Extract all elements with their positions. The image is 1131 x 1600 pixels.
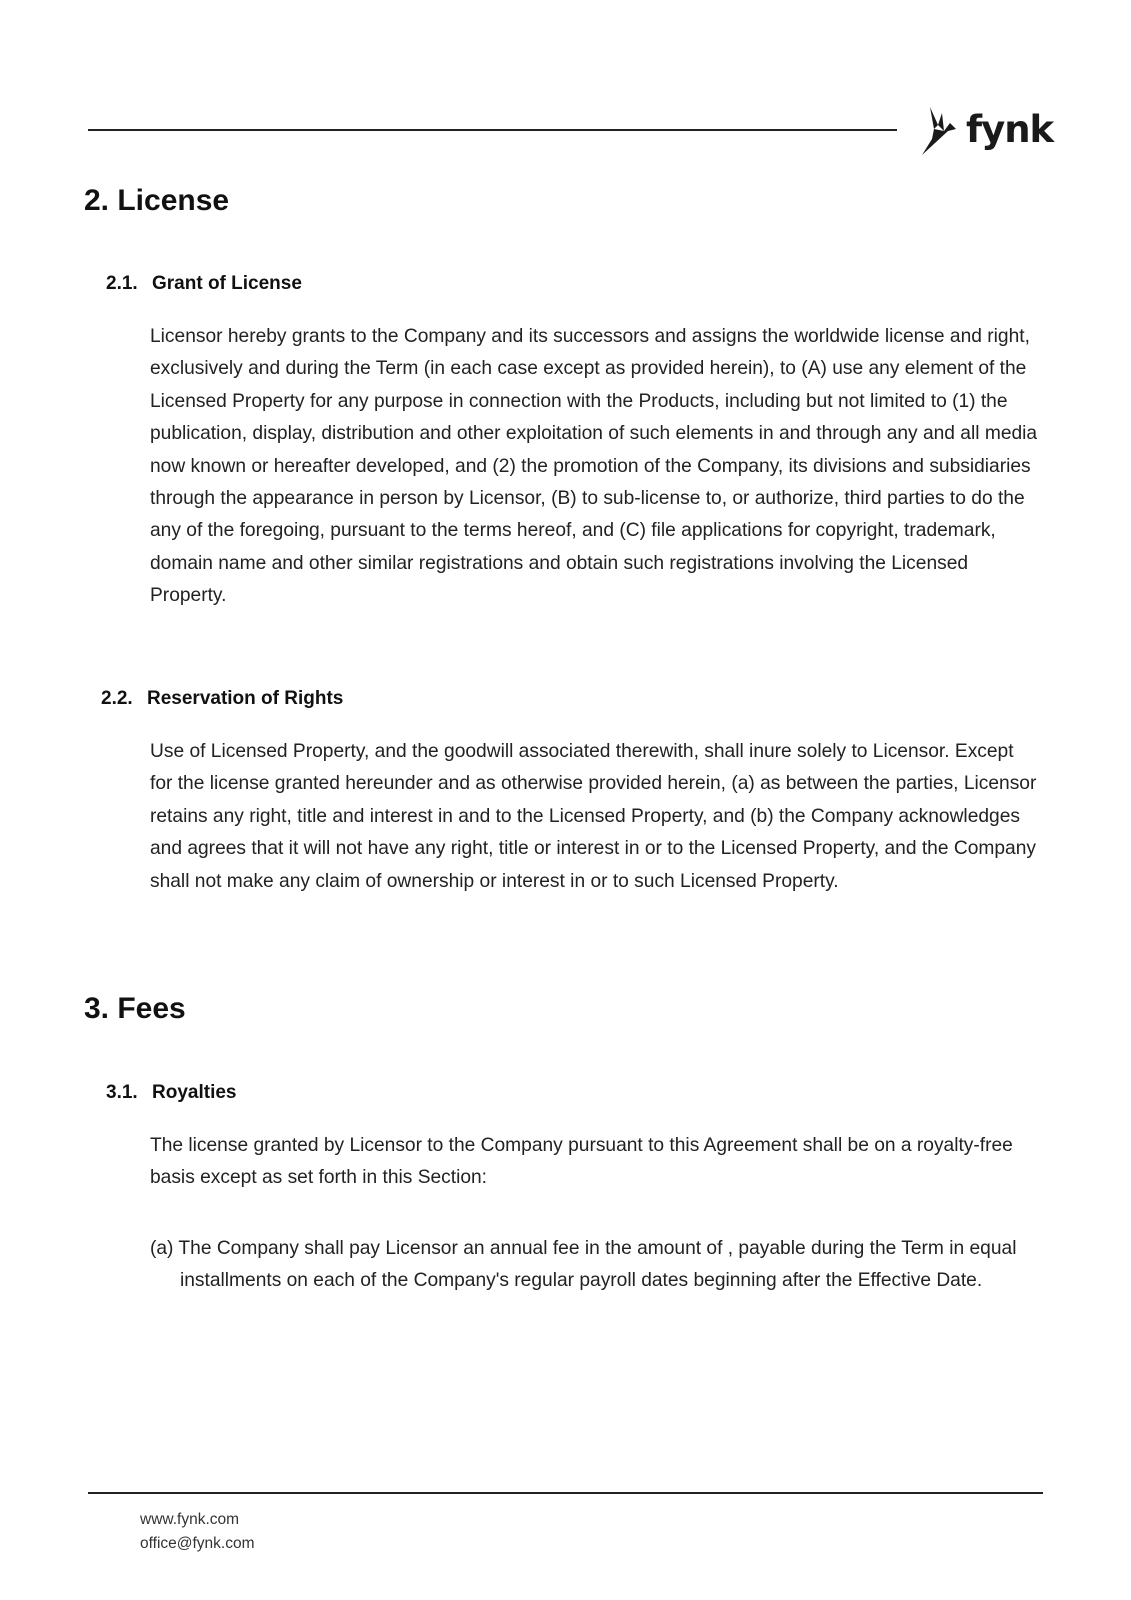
fynk-bird-icon [920, 105, 960, 157]
subsection-number: 2.1. [106, 273, 138, 294]
subsection-heading-grant-of-license [106, 274, 302, 293]
subsection-heading-royalties [106, 1083, 236, 1102]
footer-website: www.fynk.com [140, 1511, 240, 1528]
subsection-title: Reservation of Rights [147, 688, 344, 709]
footer-email: office@fynk.com [140, 1535, 255, 1552]
royalties-paragraph: The license granted by Licensor to the Company pursuant to this Agreement shall be on a royalty-free basis except as set forth in this Section: [150, 1135, 1013, 1189]
section-title-license: 2. License [84, 184, 230, 217]
subsection-heading-reservation-of-rights [101, 689, 343, 708]
reservation-of-rights-paragraph: Use of Licensed Property, and the goodwill associated therewith, shall inure solely to Licensor. Except for the license granted hereunder and as otherwise provided herein, (a) as between the parties, Licensor retains any right, title and interest in and to the Licensed Property, and (b) the Company acknowledges and agrees that it will not have any right, title or interest in or to the Licensed Property, and the Company shall not make any claim of ownership or interest in or to such Licensed Property. [150, 741, 1037, 892]
subsection-number: 2.2. [101, 688, 133, 709]
subsection-title: Royalties [152, 1082, 237, 1103]
footer-divider [88, 1492, 1043, 1494]
subsection-title: Grant of License [152, 273, 302, 294]
subsection-number: 3.1. [106, 1082, 138, 1103]
brand-name: fynk [966, 107, 1054, 151]
brand-logo [920, 104, 1053, 158]
grant-of-license-paragraph: Licensor hereby grants to the Company and its successors and assigns the worldwide license and right, exclusively and during the Term (in each case except as provided herein), to (A) use any element of the Licensed Property for any purpose in connection with the Products, including but not limited to (1) the publication, display, distribution and other exploitation of such elements in and through any and all media now known or hereafter developed, and (2) the promotion of the Company, its divisions and subsidiaries through the appearance in person by Licensor, (B) to sub-license to, or authorize, third parties to do the any of the foregoing, pursuant to the terms hereof, and (C) file applications for copyright, trademark, domain name and other similar registrations and obtain such registrations involving the Licensed Property. [150, 326, 1038, 607]
section-title-fees: 3. Fees [84, 992, 186, 1025]
header-divider [88, 129, 897, 131]
royalties-item-a: (a) The Company shall pay Licensor an annual fee in the amount of , payable during the Term in equal installments on each of the Company's regular payroll dates beginning after the Effective Date. [150, 1238, 1017, 1291]
